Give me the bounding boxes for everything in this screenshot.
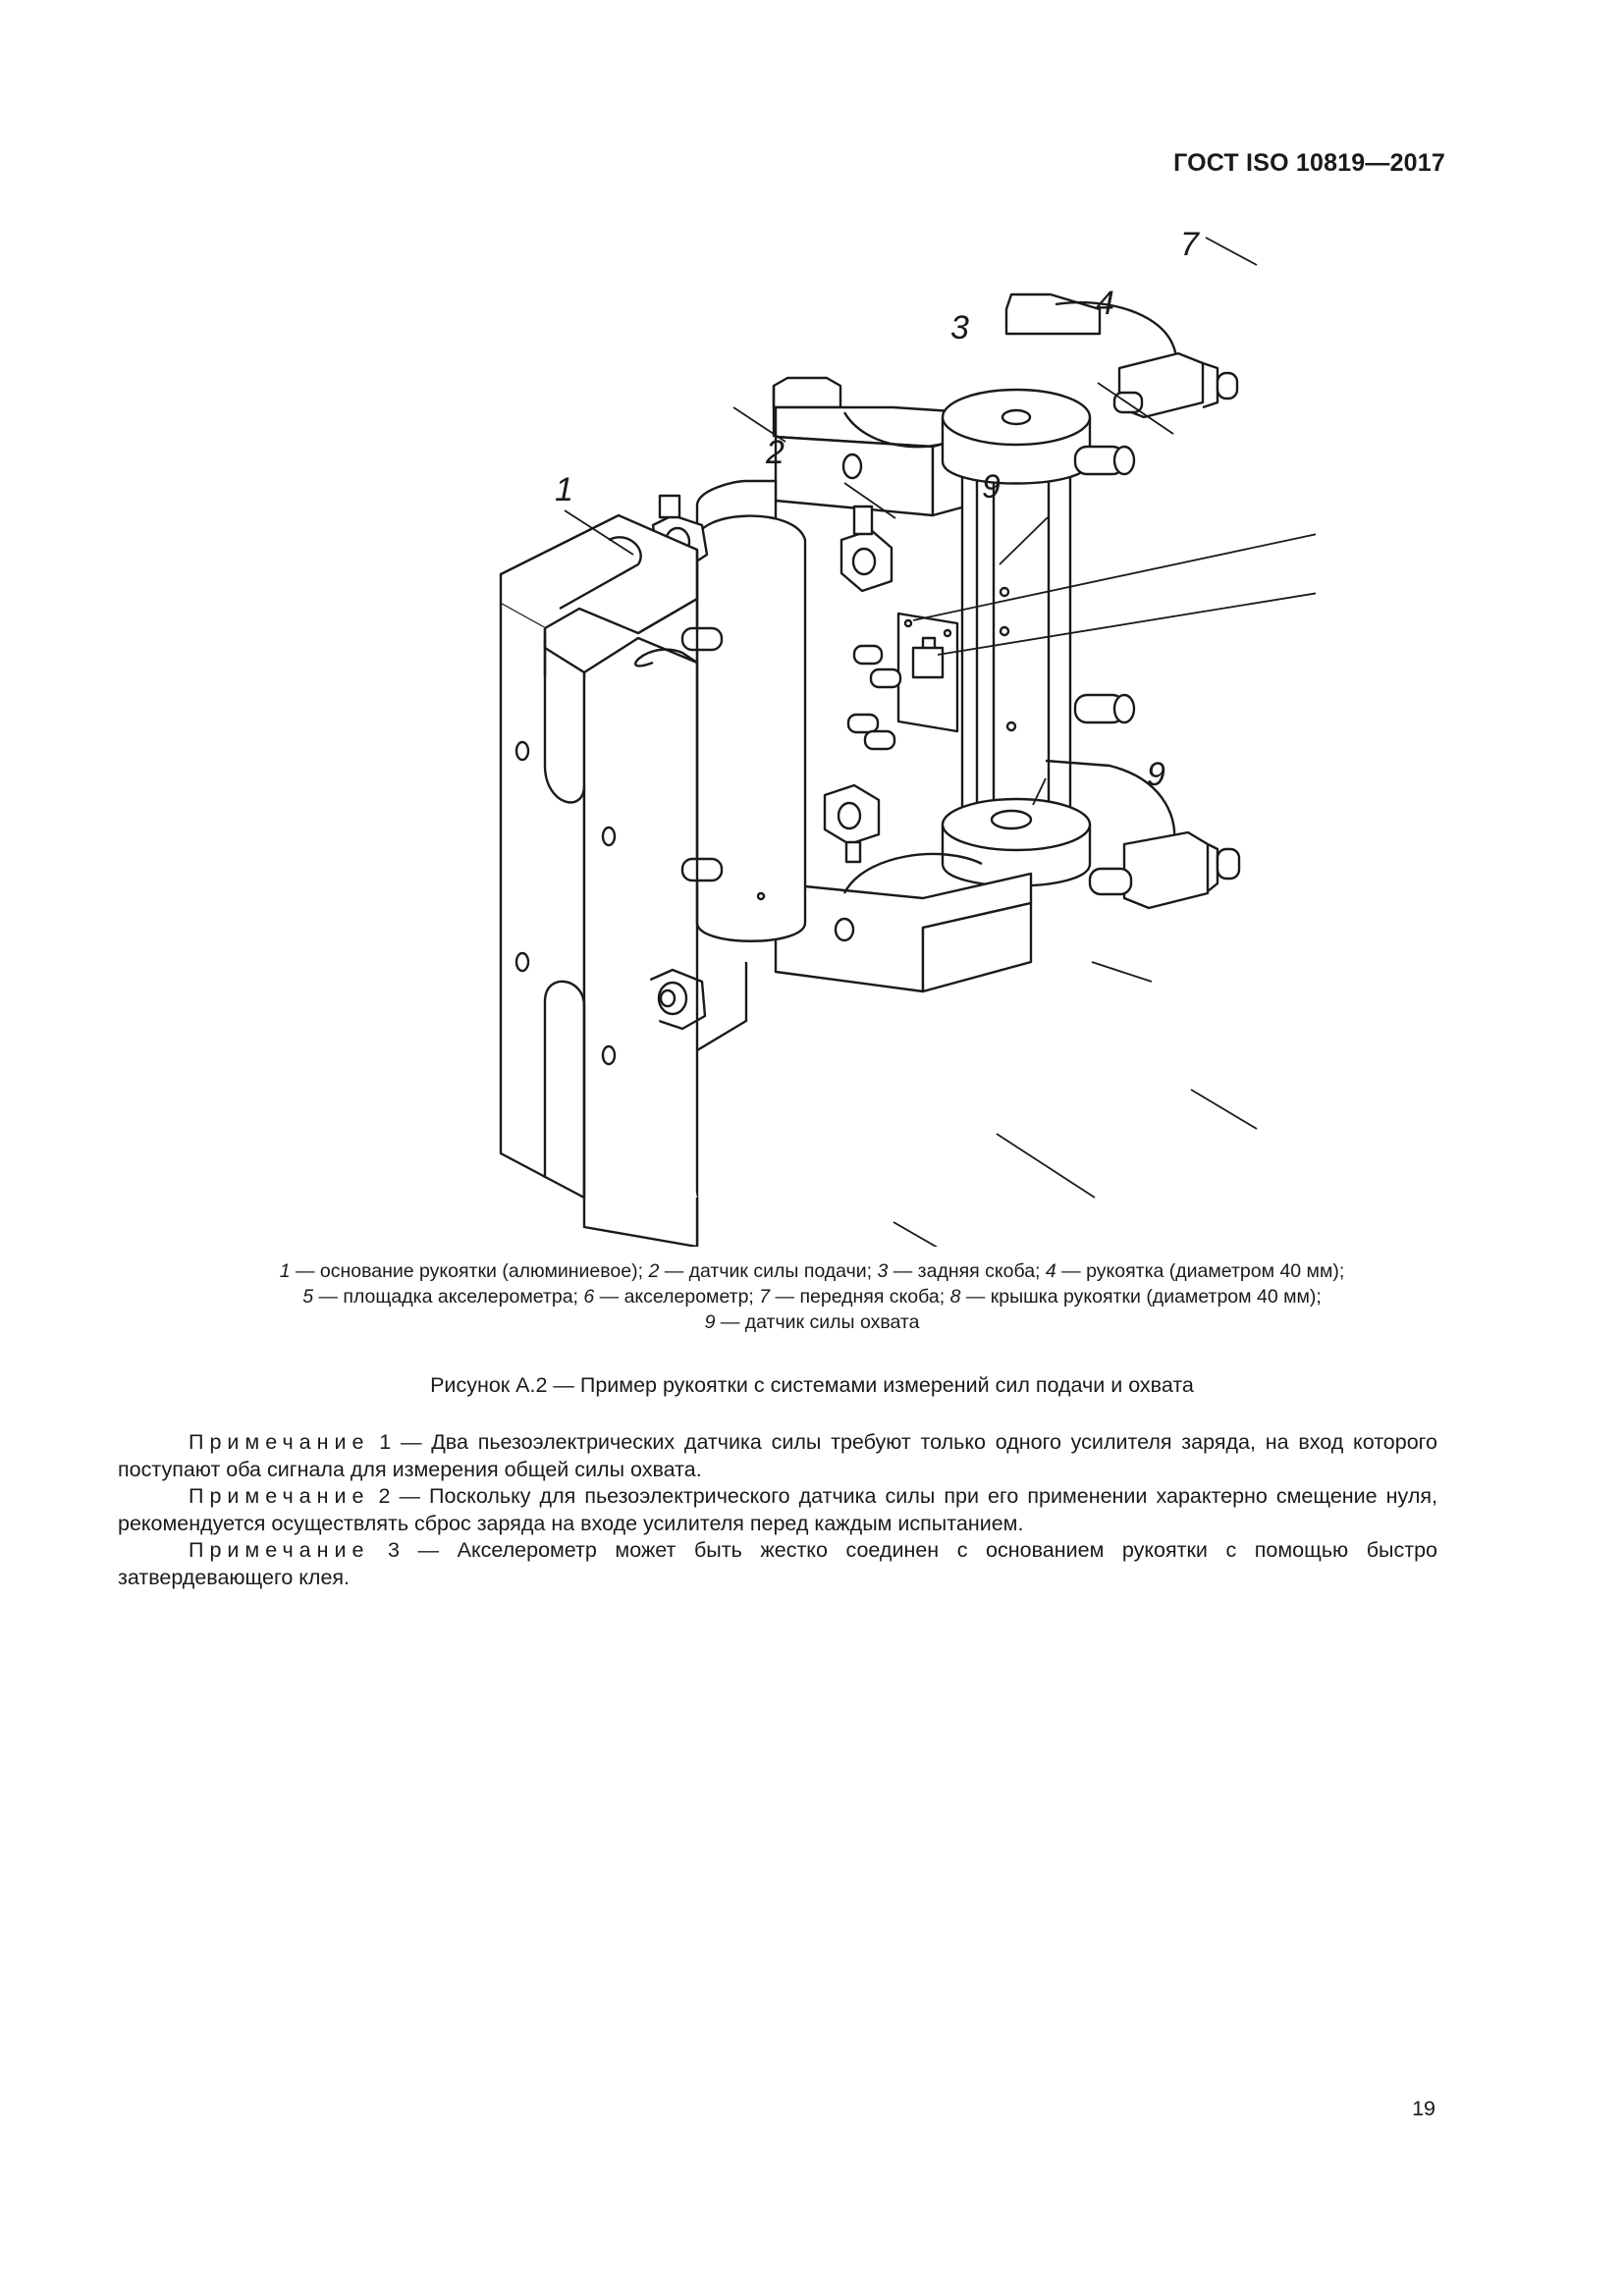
legend-item-6-text: — акселерометр; xyxy=(594,1286,760,1308)
note-2-text: 2 — Поскольку для пьезоэлектрического датчика силы при его применении характерно смещение нуля, рекомендуется осуществлять сброс заряда на входе усилителя перед каждым испытанием. xyxy=(118,1484,1437,1535)
note-1-label: Примечание xyxy=(189,1430,370,1454)
legend-item-4-num: 4 xyxy=(1045,1260,1056,1282)
grip-sensor-bottom xyxy=(825,785,879,862)
callout-2-top: 2 xyxy=(766,434,785,471)
note-2 xyxy=(118,1483,1437,1537)
document-header: ГОСТ ISO 10819—2017 xyxy=(1173,149,1445,177)
callout-9-bottom: 9 xyxy=(1147,756,1165,793)
legend-item-3-text: — задняя скоба; xyxy=(888,1260,1046,1282)
note-3-text: 3 — Акселерометр может быть жестко соединен с основанием рукоятки с помощью быстро затвердевающего клея. xyxy=(118,1538,1437,1589)
note-1 xyxy=(118,1429,1437,1483)
legend-item-9-num: 9 xyxy=(704,1311,716,1333)
legend-item-6-num: 6 xyxy=(583,1286,595,1308)
callout-3-top: 3 xyxy=(950,309,969,347)
legend-item-5-text: — площадка акселерометра; xyxy=(313,1286,584,1308)
legend-item-1-text: — основание рукоятки (алюминиевое); xyxy=(290,1260,649,1282)
figure-caption: Рисунок А.2 — Пример рукоятки с системами измерений сил подачи и охвата xyxy=(430,1373,1194,1397)
note-2-label: Примечание xyxy=(189,1484,370,1508)
note-3 xyxy=(118,1537,1437,1591)
legend-line-2 xyxy=(118,1284,1506,1309)
screws xyxy=(848,646,900,749)
legend-item-7-text: — передняя скоба; xyxy=(770,1286,950,1308)
figure-handle-assembly xyxy=(236,216,1316,1247)
note-3-label: Примечание xyxy=(189,1538,370,1562)
legend-item-8-text: — крышка рукоятки (диаметром 40 мм); xyxy=(960,1286,1322,1308)
legend-item-2-text: — датчик силы подачи; xyxy=(659,1260,878,1282)
callout-9-top: 9 xyxy=(982,468,1001,506)
figure-legend xyxy=(118,1258,1506,1335)
callout-1: 1 xyxy=(555,471,573,508)
callout-7-top: 7 xyxy=(1180,226,1199,263)
legend-item-1-num: 1 xyxy=(279,1260,291,1282)
legend-line-1 xyxy=(118,1258,1506,1284)
handle-cylinder xyxy=(943,390,1090,886)
legend-item-7-num: 7 xyxy=(759,1286,771,1308)
notes-section xyxy=(118,1429,1437,1591)
legend-item-2-num: 2 xyxy=(648,1260,660,1282)
legend-item-3-num: 3 xyxy=(877,1260,889,1282)
legend-item-9-text: — датчик силы охвата xyxy=(715,1311,920,1333)
legend-item-4-text: — рукоятка (диаметром 40 мм); xyxy=(1056,1260,1345,1282)
grip-sensor-top xyxy=(841,507,892,591)
page-number: 19 xyxy=(1412,2097,1435,2120)
legend-line-3 xyxy=(118,1309,1506,1335)
note-1-text: 1 — Два пьезоэлектрических датчика силы требуют только одного усилителя заряда, на вход которого поступают оба сигнала для измерения общей силы охвата. xyxy=(118,1430,1437,1481)
callout-4: 4 xyxy=(1096,285,1114,322)
legend-item-8-num: 8 xyxy=(949,1286,961,1308)
legend-item-5-num: 5 xyxy=(302,1286,314,1308)
figure-drawing xyxy=(236,216,1316,1247)
